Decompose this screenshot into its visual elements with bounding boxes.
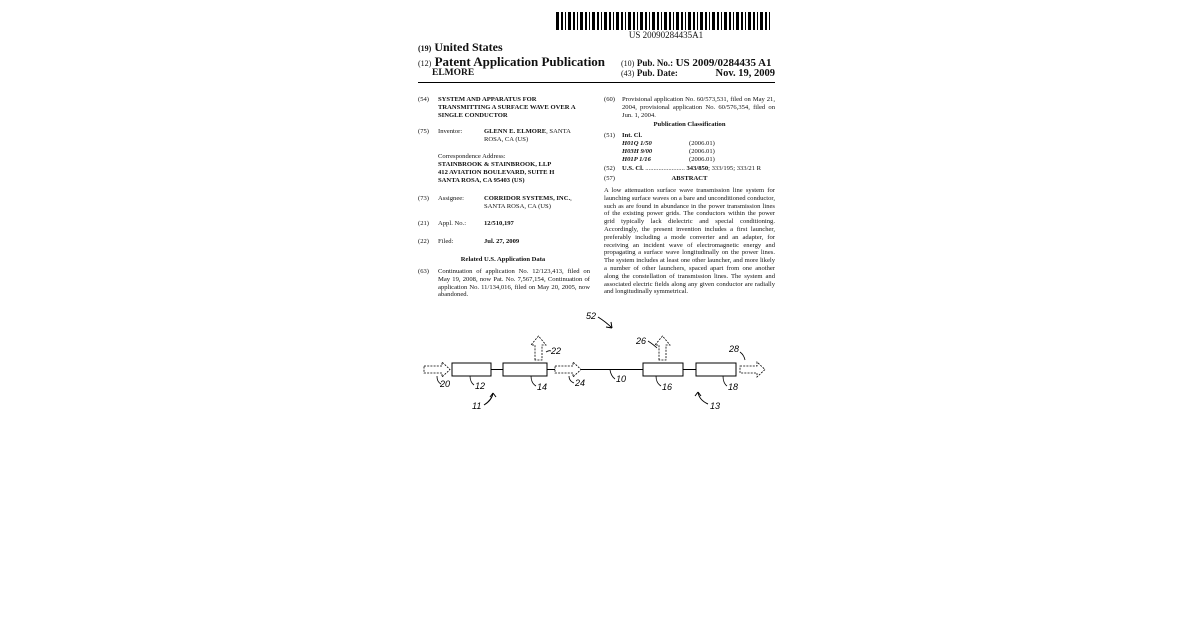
inventor-label: Inventor: [438, 128, 463, 135]
f63-code: (63) [418, 268, 429, 275]
ref-13: 13 [710, 401, 721, 411]
intcl-code-2: H03H 9/00 [622, 148, 653, 155]
title: SYSTEM AND APPARATUS FOR TRANSMITTING A SURFACE WAVE OVER A SINGLE CONDUCTOR [438, 96, 576, 119]
uscl-dots: ........................ [645, 165, 685, 172]
correspondence-line1: STAINBROOK & STAINBROOK, LLP [438, 161, 552, 168]
uscl-label: U.S. Cl. [622, 165, 644, 172]
f73-code: (73) [418, 195, 429, 202]
ref-18: 18 [728, 382, 739, 392]
correspondence-label: Correspondence Address: [438, 153, 506, 160]
output-arrow-28 [740, 362, 765, 377]
code-12: (12) [418, 59, 432, 68]
leader-16 [656, 376, 661, 386]
ref-20: 20 [440, 379, 451, 389]
code-43: (43) [621, 69, 635, 78]
intcl-label: Int. Cl. [622, 132, 642, 139]
ref-22: 22 [551, 346, 562, 356]
uscl-rest: ; 333/195; 333/21 R [708, 165, 762, 172]
leader-12 [470, 376, 474, 385]
assignee-label: Assignee: [438, 195, 465, 202]
input-arrow-20 [424, 362, 450, 377]
code-19: (19) [418, 44, 432, 53]
inventor-location: , SANTA ROSA, CA (US) [484, 128, 571, 143]
leader-18 [723, 376, 727, 386]
appl-no: 12/510,197 [484, 220, 514, 227]
intcl-year-1: (2006.01) [689, 140, 715, 147]
intcl-year-2: (2006.01) [689, 148, 715, 155]
ref-26: 26 [636, 336, 647, 346]
filed-label: Filed: [438, 238, 454, 245]
related-heading: Related U.S. Application Data [460, 256, 546, 263]
f75-code: (75) [418, 128, 429, 135]
f21-code: (21) [418, 220, 429, 227]
pub-date-label: Pub. Date: [636, 68, 678, 78]
pub-type: Patent Application Publication [434, 54, 606, 69]
f57-code: (57) [604, 175, 615, 182]
inventor-surname: ELMORE [432, 68, 475, 78]
abstract-text: A low attenuation surface wave transmission line system for launching surface waves on a bare and unconditioned conductor, such as are found in abundance in the power transmission lines of the existing power grids. The conductors within the power grid typically lack dielectric and special conditioning. Accordingly, the present invention includes a first launcher, preferably including a mode converter and an adapter, for receiving an incident wave of electromagnetic energy and propagating a surface wave longitudinally on the power lines. The system includes at least one other launcher, and more likely a number of other launchers, spaced apart from one another along the constellation of transmission lines. The system and associated electric fields along any given conductor are radially and longitudinally symmetrical. [604, 187, 775, 296]
intcl-code-3: H01P 1/16 [622, 156, 651, 163]
up-arrow-26 [655, 336, 670, 360]
f54-code: (54) [418, 96, 429, 103]
pub-date: Nov. 19, 2009 [715, 68, 775, 79]
pub-no: US 2009/0284435 A1 [675, 57, 772, 69]
ref-24: 24 [575, 378, 586, 388]
ref-16: 16 [662, 382, 673, 392]
leader-10 [610, 370, 615, 379]
leader-28 [740, 352, 745, 360]
f22-code: (22) [418, 238, 429, 245]
ref-11: 11 [472, 401, 482, 411]
ref-14: 14 [537, 382, 548, 392]
ref-10: 10 [616, 374, 627, 384]
launcher-box-16 [643, 363, 683, 376]
provisional-text: Provisional application No. 60/573,531, filed on May 21, 2004, provisional application No. 60/576,354, filed on Jun. 1, 2004. [622, 96, 775, 119]
up-arrow-22 [531, 336, 546, 360]
filed-date: Jul. 27, 2009 [484, 238, 520, 245]
intcl-code-1: H01Q 1/50 [622, 140, 652, 147]
ref-52: 52 [586, 311, 597, 321]
wave-arrow-24 [555, 362, 581, 377]
leader-24 [569, 376, 574, 383]
launcher-box-14 [503, 363, 547, 376]
launcher-box-12 [452, 363, 491, 376]
correspondence-line2: 412 AVIATION BOULEVARD, SUITE H [438, 169, 555, 176]
ref-28: 28 [729, 344, 740, 354]
abstract-heading: ABSTRACT [671, 175, 708, 182]
launcher-box-18 [696, 363, 736, 376]
correspondence-line3: SANTA ROSA, CA 95403 (US) [438, 177, 525, 184]
country: United States [434, 40, 503, 54]
uscl-main: 343/850 [686, 165, 709, 172]
related-text: Continuation of application No. 12/123,413, filed on May 19, 2008, now Pat. No. 7,567,154, Continuation of application No. 11/134,016, filed on May 20, 2005, now abandoned. [438, 268, 590, 299]
appl-label: Appl. No.: [438, 220, 467, 227]
assignee-name: CORRIDOR SYSTEMS, INC. [484, 195, 571, 202]
barcode-number: US 20090284435A1 [628, 30, 704, 40]
f60-code: (60) [604, 96, 615, 103]
pub-no-label: Pub. No.: [636, 58, 674, 68]
intcl-year-3: (2006.01) [689, 156, 715, 163]
leader-52 [598, 317, 612, 328]
code-10: (10) [621, 59, 635, 68]
f52-code: (52) [604, 165, 615, 172]
ref-12: 12 [475, 381, 486, 391]
classification-heading: Publication Classification [653, 121, 726, 128]
leader-14 [531, 376, 536, 386]
f51-code: (51) [604, 132, 615, 139]
inventor-name: GLENN E. ELMORE [484, 128, 547, 135]
assignee-location: , SANTA ROSA, CA (US) [484, 195, 572, 210]
